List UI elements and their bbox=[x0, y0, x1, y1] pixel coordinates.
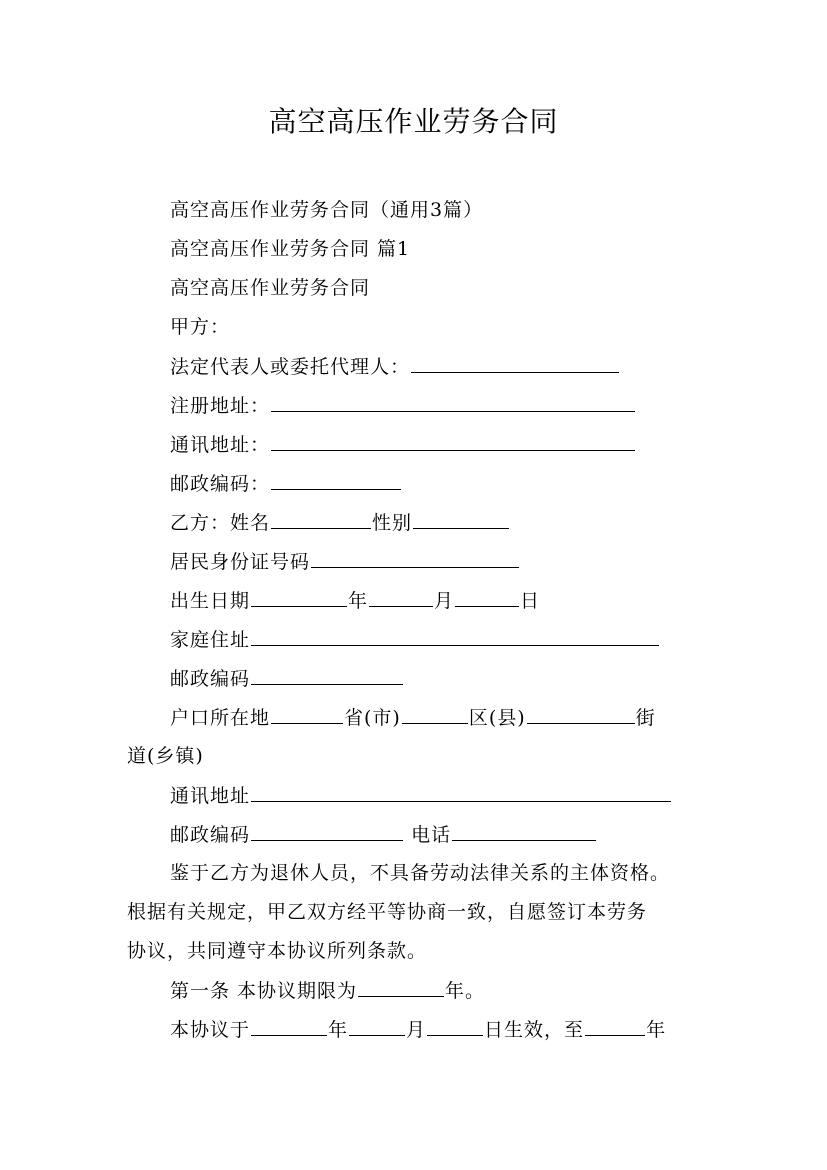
section-heading-text: 高空高压作业劳务合同 篇1 bbox=[170, 238, 411, 260]
mailing-address-a-blank bbox=[271, 432, 635, 451]
birth-date-line bbox=[170, 588, 540, 613]
effective-month-label: 月 bbox=[406, 1019, 427, 1041]
party-a-text: 甲方： bbox=[170, 316, 231, 338]
province-label: 省(市) bbox=[344, 707, 401, 729]
mailing-address-b-label: 通讯地址 bbox=[170, 785, 251, 807]
postal-code-b-blank bbox=[251, 666, 403, 685]
effective-year-blank bbox=[251, 1017, 327, 1036]
birth-year-label: 年 bbox=[348, 590, 369, 612]
phone-blank bbox=[452, 822, 596, 841]
postal-code-b-label: 邮政编码 bbox=[170, 668, 251, 690]
street-label: 街 bbox=[635, 707, 656, 729]
household-label: 户口所在地 bbox=[170, 707, 271, 729]
effective-day-blank bbox=[427, 1017, 483, 1036]
postal-code-c-label: 邮政编码 bbox=[170, 824, 251, 846]
contract-name-text: 高空高压作业劳务合同 bbox=[170, 277, 371, 299]
party-b-gender-label: 性别 bbox=[372, 512, 413, 534]
effective-day-label: 日生效，至 bbox=[484, 1019, 585, 1041]
end-year-label: 年 bbox=[646, 1019, 667, 1041]
street-blank bbox=[527, 705, 635, 724]
party-a-label bbox=[170, 315, 230, 339]
party-b-gender-blank bbox=[413, 510, 509, 529]
party-b-name-label: 乙方：姓名 bbox=[170, 512, 271, 534]
paragraph-text-1: 鉴于乙方为退休人员，不具备劳动法律关系的主体资格。 bbox=[170, 862, 671, 884]
province-blank bbox=[271, 705, 343, 724]
effective-year-label: 年 bbox=[328, 1019, 349, 1041]
party-b-line bbox=[170, 510, 510, 535]
legal-rep-blank bbox=[411, 354, 619, 373]
birth-year-blank bbox=[251, 588, 347, 607]
paragraph-text-3: 协议，共同遵守本协议所列条款。 bbox=[127, 940, 428, 962]
mailing-address-b-line bbox=[170, 783, 672, 808]
mailing-address-b-blank bbox=[251, 783, 671, 802]
district-label: 区(县) bbox=[468, 707, 526, 729]
paragraph-line-1 bbox=[170, 861, 670, 885]
home-address-blank bbox=[251, 627, 659, 646]
contract-name-line bbox=[170, 276, 370, 300]
article-one-label: 第一条 本协议期限为 bbox=[170, 980, 358, 1002]
party-b-name-blank bbox=[271, 510, 371, 529]
subtitle-line bbox=[170, 198, 483, 222]
home-address-label: 家庭住址 bbox=[170, 629, 251, 651]
id-number-line bbox=[170, 549, 520, 574]
term-years-blank bbox=[358, 978, 444, 997]
birth-month-label: 月 bbox=[434, 590, 455, 612]
paragraph-line-2 bbox=[127, 900, 647, 924]
registered-address-blank bbox=[271, 393, 635, 412]
legal-rep-line bbox=[170, 354, 620, 379]
postal-code-b-line bbox=[170, 666, 404, 691]
subtitle-text: 高空高压作业劳务合同（通用3篇） bbox=[170, 199, 484, 221]
effective-label: 本协议于 bbox=[170, 1019, 251, 1041]
effective-date-line bbox=[170, 1017, 666, 1042]
postal-code-a-blank bbox=[271, 471, 401, 490]
birth-day-label: 日 bbox=[520, 590, 541, 612]
term-years-label: 年。 bbox=[445, 980, 486, 1002]
effective-month-blank bbox=[349, 1017, 405, 1036]
mailing-address-a-label: 通讯地址： bbox=[170, 434, 271, 456]
birth-month-blank bbox=[369, 588, 433, 607]
postal-code-a-line bbox=[170, 471, 402, 496]
document-title: 高空高压作业劳务合同 bbox=[268, 105, 559, 138]
end-year-blank bbox=[585, 1017, 645, 1036]
district-blank bbox=[402, 705, 468, 724]
paragraph-text-2: 根据有关规定，甲乙双方经平等协商一致，自愿签订本劳务 bbox=[127, 901, 648, 923]
birth-date-label: 出生日期 bbox=[170, 590, 251, 612]
section-heading bbox=[170, 237, 410, 261]
home-address-line bbox=[170, 627, 660, 652]
id-number-blank bbox=[311, 549, 519, 568]
legal-rep-label: 法定代表人或委托代理人： bbox=[170, 356, 411, 378]
registered-address-label: 注册地址： bbox=[170, 395, 271, 417]
article-one-line bbox=[170, 978, 485, 1003]
township-text: 道(乡镇) bbox=[127, 745, 204, 767]
registered-address-line bbox=[170, 393, 636, 418]
birth-day-blank bbox=[455, 588, 519, 607]
postal-code-a-label: 邮政编码： bbox=[170, 473, 271, 495]
postal-code-c-blank bbox=[251, 822, 403, 841]
id-number-label: 居民身份证号码 bbox=[170, 551, 311, 573]
mailing-address-a-line bbox=[170, 432, 636, 457]
paragraph-line-3 bbox=[127, 939, 427, 963]
phone-label: 电话 bbox=[411, 824, 452, 846]
township-line bbox=[127, 744, 204, 768]
household-registration-line bbox=[170, 705, 656, 730]
postal-phone-line bbox=[170, 822, 597, 847]
